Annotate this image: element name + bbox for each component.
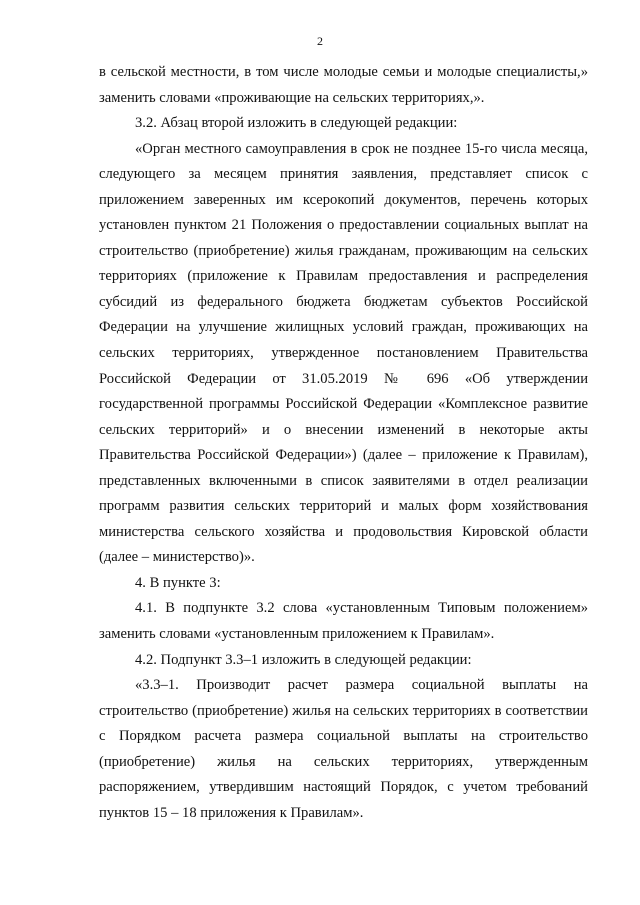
page-number: 2 [317,34,323,48]
paragraph-4: 4. В пункте 3: [135,574,221,591]
paragraph-2: 3.2. Абзац второй изложить в следующей редакции: [135,115,458,132]
paragraph-5: 4.1. В подпункте 3.2 слова «установленным Типовым положением» заменить словами «установленным приложением к Правилам». [99,600,588,643]
paragraph-3: «Орган местного самоуправления в срок не позднее 15-го числа месяца, следующего за месяцем принятия заявления, представляет список с приложением заверенных им ксерокопий документов, перечень которых установлен пунктом 21 Положения о предоставлении социальных выплат на строительство (приобретение) жилья гражданам, проживающим на сельских территориях (приложение к Правилам предоставления и распределения субсидий из федерального бюджета бюджетам субъектов Российской Федерации на улучшение жилищных условий граждан, проживающих на сельских территориях, утвержденное постановлением Правительства Российской Федерации от 31.05.2019 № 696 «Об утверждении государственной программы Российской Федерации «Комплексное развитие сельских территорий» и о внесении изменений в некоторые акты Правительства Российской Федерации») (далее – приложение к Правилам), представленных включенными в список заявителями в отдел реализации программ развития сельских территорий и малых форм хозяйствования министерства сельского хозяйства и продовольствия Кировской области (далее – министерство)». [99,140,588,566]
paragraph-7: «3.3–1. Производит расчет размера социальной выплаты на строительство (приобретение) жилья на сельских территориях в соответствии с Порядком расчета размера социальной выплаты на строительство (приобретение) жилья на сельских территориях, утвержденным распоряжением, утвердившим настоящий Порядок, с учетом требований пунктов 15 – 18 приложения к Правилам». [99,677,588,821]
paragraph-6: 4.2. Подпункт 3.3–1 изложить в следующей редакции: [135,651,472,668]
paragraph-1: в сельской местности, в том числе молодые семьи и молодые специалисты,» заменить словами «проживающие на сельских территориях,». [99,64,588,106]
